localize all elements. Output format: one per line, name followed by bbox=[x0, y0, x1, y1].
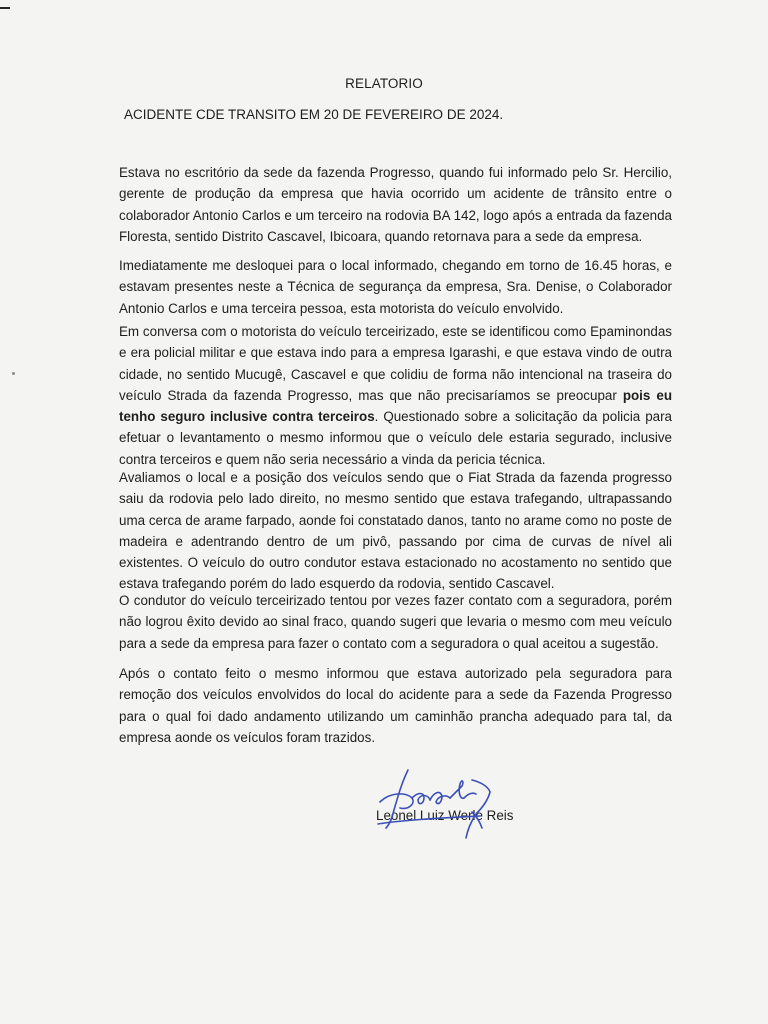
paragraph-3-text-start: Em conversa com o motorista do veículo terceirizado, este se identificou como Epaminondas e era policial militar e que estava indo para a empresa Igarashi, e que estava vindo de outra cidade, no sentido Mucugê, Cascavel e que colidiu de forma não intencional na traseira do veículo Strada da fazenda Progresso, mas que não precisaríamos se preocupar bbox=[119, 324, 672, 403]
paragraph-6: Após o contato feito o mesmo informou que estava autorizado pela seguradora para remoção dos veículos envolvidos do local do acidente para a sede da Fazenda Progresso para o qual foi dado andamento utilizando um caminhão prancha adequado para tal, da empresa aonde os veículos foram trazidos. bbox=[119, 666, 672, 745]
handwritten-signature bbox=[372, 762, 502, 852]
scan-speck bbox=[12, 372, 15, 375]
scan-edge-mark bbox=[0, 7, 10, 9]
signatory-name: Leonel Luiz Werle Reis bbox=[376, 808, 514, 823]
paragraph-4: Avaliamos o local e a posição dos veículos sendo que o Fiat Strada da fazenda progresso saiu da rodovia pelo lado direito, no mesmo sentido que estava trafegando, ultrapassando uma cerca de arame farpado, aonde foi constatado danos, tanto no arame como no poste de madeira e adentrando dentro de um pivô, passando por cima de curvas de nível ali existentes. O veículo do outro condutor estava estacionado no acostamento no sentido que estava trafegando porém do lado esquerdo da rodovia, sentido Cascavel. bbox=[119, 470, 672, 592]
paragraph-3 bbox=[119, 321, 672, 470]
paragraph-3-text-end: . Questionado sobre a solicitação da policia para efetuar o levantamento o mesmo informou que o veículo dele estaria segurado, inclusive contra terceiros e quem não seria necessário a vinda da pericia técnica. bbox=[119, 409, 672, 467]
paragraph-5: O condutor do veículo terceirizado tentou por vezes fazer contato com a seguradora, porém não logrou êxito devido ao sinal fraco, quando sugeri que levaria o mesmo com meu veículo para a sede da empresa para fazer o contato com a seguradora o qual aceitou a sugestão. bbox=[119, 593, 672, 651]
document-subtitle: ACIDENTE CDE TRANSITO EM 20 DE FEVEREIRO DE 2024. bbox=[124, 107, 504, 122]
paragraph-3-bold-quote: pois eu tenho seguro inclusive contra terceiros bbox=[119, 387, 672, 425]
document-title: RELATORIO bbox=[345, 76, 423, 91]
paragraph-1: Estava no escritório da sede da fazenda Progresso, quando fui informado pelo Sr. Hercilio, gerente de produção da empresa que havia ocorrido um acidente de trânsito entre o colaborador Antonio Carlos e um terceiro na rodovia BA 142, logo após a entrada da fazenda Floresta, sentido Distrito Cascavel, Ibicoara, quando retornava para a sede da empresa. bbox=[119, 165, 672, 244]
paragraph-2: Imediatamente me desloquei para o local informado, chegando em torno de 16.45 horas, e estavam presentes neste a Técnica de segurança da empresa, Sra. Denise, o Colaborador Antonio Carlos e uma terceira pessoa, esta motorista do veículo envolvido. bbox=[119, 258, 672, 316]
